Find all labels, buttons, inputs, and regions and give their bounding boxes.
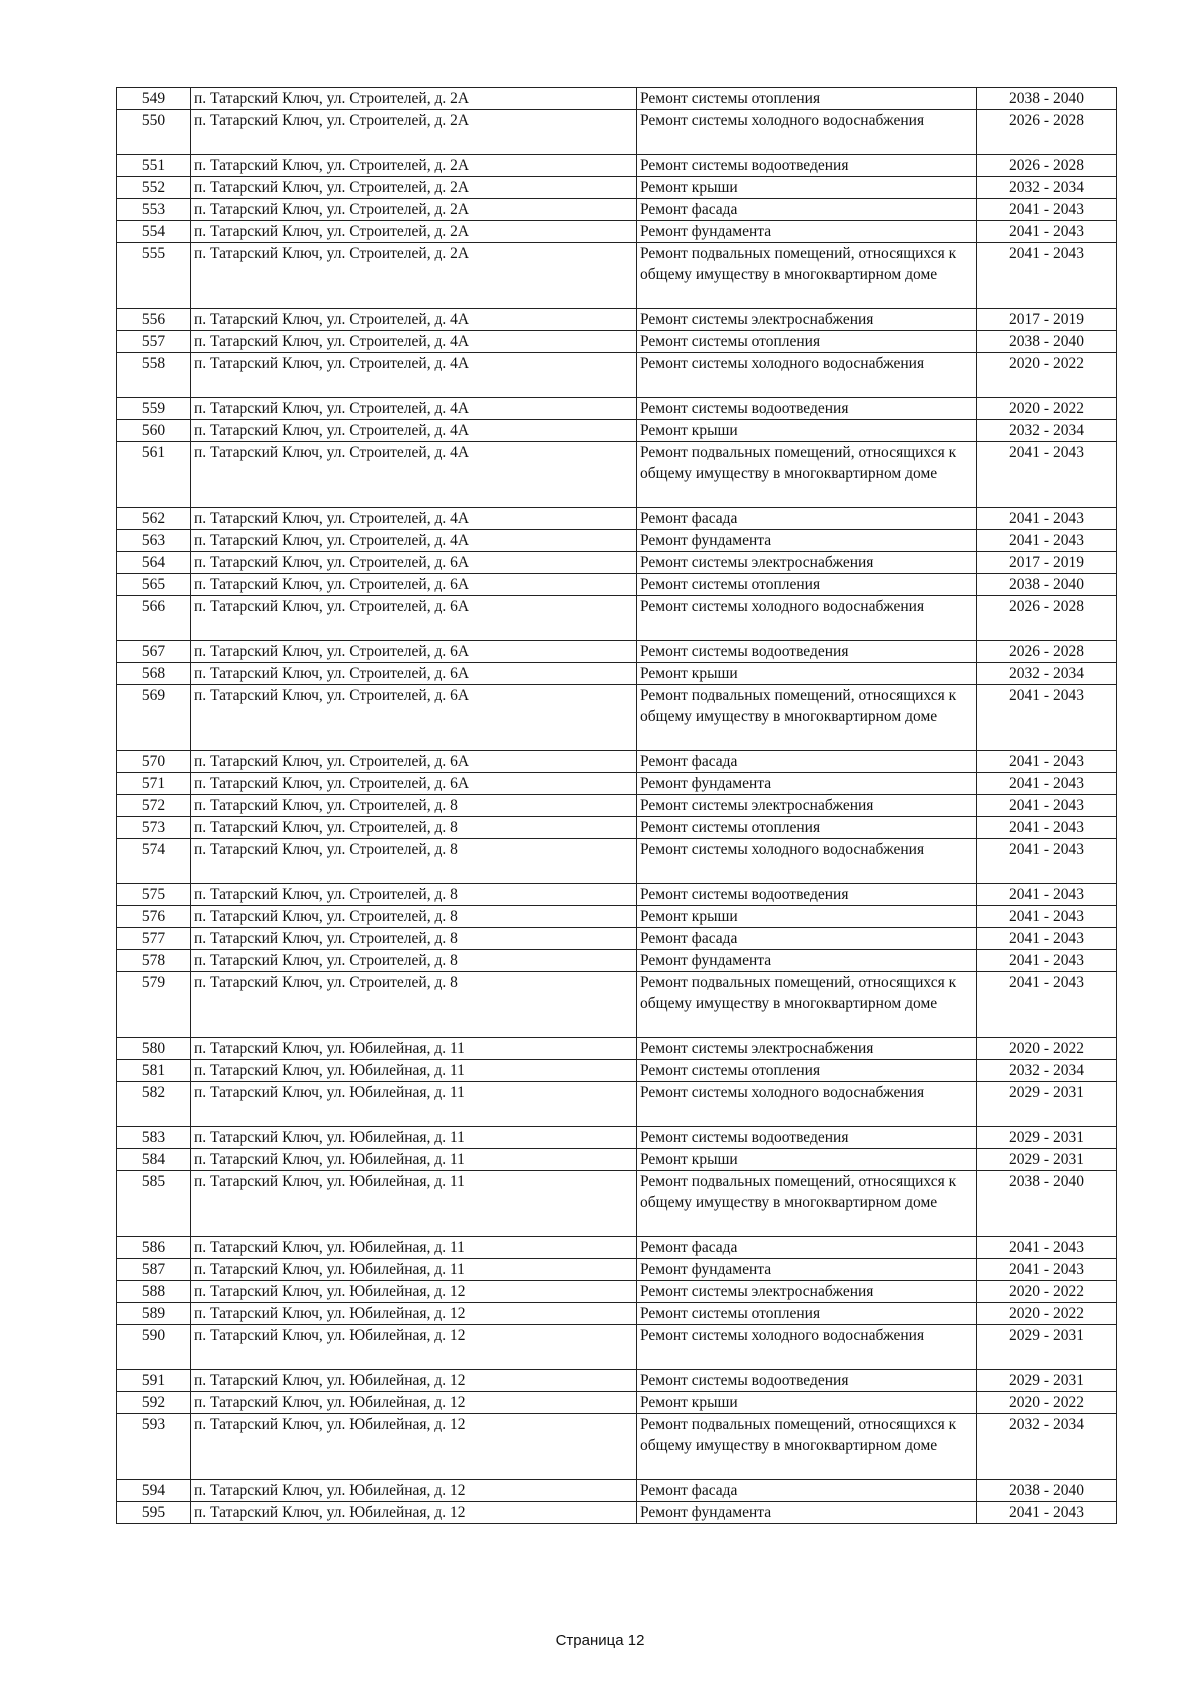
row-number-cell: 554 — [117, 221, 191, 243]
work-type-cell: Ремонт системы электроснабжения — [637, 795, 977, 817]
work-type-cell: Ремонт системы водоотведения — [637, 155, 977, 177]
period-cell: 2041 - 2043 — [977, 817, 1117, 839]
row-number-cell: 555 — [117, 243, 191, 309]
work-type-cell: Ремонт системы холодного водоснабжения — [637, 110, 977, 155]
table-row — [117, 552, 1117, 574]
table-row — [117, 1414, 1117, 1480]
work-type-cell: Ремонт фундамента — [637, 1502, 977, 1524]
work-type-cell: Ремонт системы холодного водоснабжения — [637, 596, 977, 641]
table-row — [117, 1237, 1117, 1259]
work-type-cell: Ремонт системы отопления — [637, 574, 977, 596]
address-cell: п. Татарский Ключ, ул. Строителей, д. 2А — [191, 110, 637, 155]
row-number-cell: 557 — [117, 331, 191, 353]
address-cell: п. Татарский Ключ, ул. Юбилейная, д. 11 — [191, 1149, 637, 1171]
row-number-cell: 571 — [117, 773, 191, 795]
period-cell: 2038 - 2040 — [977, 1480, 1117, 1502]
address-cell: п. Татарский Ключ, ул. Юбилейная, д. 11 — [191, 1038, 637, 1060]
row-number-cell: 556 — [117, 309, 191, 331]
address-cell: п. Татарский Ключ, ул. Строителей, д. 4А — [191, 353, 637, 398]
row-number-cell: 574 — [117, 839, 191, 884]
period-cell: 2032 - 2034 — [977, 420, 1117, 442]
period-cell: 2029 - 2031 — [977, 1149, 1117, 1171]
row-number-cell: 590 — [117, 1325, 191, 1370]
work-type-cell: Ремонт фундамента — [637, 530, 977, 552]
period-cell: 2026 - 2028 — [977, 641, 1117, 663]
period-cell: 2017 - 2019 — [977, 309, 1117, 331]
row-number-cell: 593 — [117, 1414, 191, 1480]
row-number-cell: 565 — [117, 574, 191, 596]
period-cell: 2026 - 2028 — [977, 110, 1117, 155]
address-cell: п. Татарский Ключ, ул. Строителей, д. 6А — [191, 751, 637, 773]
row-number-cell: 570 — [117, 751, 191, 773]
work-type-cell: Ремонт системы водоотведения — [637, 884, 977, 906]
row-number-cell: 595 — [117, 1502, 191, 1524]
work-type-cell: Ремонт фундамента — [637, 950, 977, 972]
address-cell: п. Татарский Ключ, ул. Юбилейная, д. 12 — [191, 1480, 637, 1502]
work-type-cell: Ремонт подвальных помещений, относящихся к общему имуществу в многоквартирном доме — [637, 442, 977, 508]
period-cell: 2020 - 2022 — [977, 1281, 1117, 1303]
table-row — [117, 530, 1117, 552]
address-cell: п. Татарский Ключ, ул. Юбилейная, д. 12 — [191, 1303, 637, 1325]
table-row — [117, 795, 1117, 817]
period-cell: 2041 - 2043 — [977, 1502, 1117, 1524]
period-cell: 2041 - 2043 — [977, 884, 1117, 906]
table-row — [117, 928, 1117, 950]
row-number-cell: 562 — [117, 508, 191, 530]
address-cell: п. Татарский Ключ, ул. Строителей, д. 8 — [191, 795, 637, 817]
work-type-cell: Ремонт системы водоотведения — [637, 1370, 977, 1392]
row-number-cell: 589 — [117, 1303, 191, 1325]
work-type-cell: Ремонт фундамента — [637, 1259, 977, 1281]
row-number-cell: 563 — [117, 530, 191, 552]
table-row — [117, 110, 1117, 155]
repair-schedule-table — [116, 87, 1117, 1524]
work-type-cell: Ремонт крыши — [637, 1149, 977, 1171]
row-number-cell: 561 — [117, 442, 191, 508]
period-cell: 2038 - 2040 — [977, 1171, 1117, 1237]
row-number-cell: 592 — [117, 1392, 191, 1414]
period-cell: 2041 - 2043 — [977, 442, 1117, 508]
table-row — [117, 199, 1117, 221]
period-cell: 2041 - 2043 — [977, 530, 1117, 552]
address-cell: п. Татарский Ключ, ул. Юбилейная, д. 12 — [191, 1502, 637, 1524]
table-row — [117, 972, 1117, 1038]
address-cell: п. Татарский Ключ, ул. Строителей, д. 2А — [191, 243, 637, 309]
period-cell: 2029 - 2031 — [977, 1370, 1117, 1392]
row-number-cell: 576 — [117, 906, 191, 928]
period-cell: 2041 - 2043 — [977, 508, 1117, 530]
period-cell: 2041 - 2043 — [977, 928, 1117, 950]
period-cell: 2041 - 2043 — [977, 839, 1117, 884]
address-cell: п. Татарский Ключ, ул. Юбилейная, д. 11 — [191, 1082, 637, 1127]
address-cell: п. Татарский Ключ, ул. Строителей, д. 4А — [191, 442, 637, 508]
row-number-cell: 587 — [117, 1259, 191, 1281]
period-cell: 2041 - 2043 — [977, 221, 1117, 243]
address-cell: п. Татарский Ключ, ул. Юбилейная, д. 12 — [191, 1281, 637, 1303]
page-number: Страница 12 — [555, 1632, 645, 1649]
address-cell: п. Татарский Ключ, ул. Строителей, д. 6А — [191, 663, 637, 685]
row-number-cell: 579 — [117, 972, 191, 1038]
table-row — [117, 221, 1117, 243]
work-type-cell: Ремонт системы холодного водоснабжения — [637, 353, 977, 398]
table-row — [117, 243, 1117, 309]
address-cell: п. Татарский Ключ, ул. Строителей, д. 4А — [191, 420, 637, 442]
address-cell: п. Татарский Ключ, ул. Юбилейная, д. 12 — [191, 1414, 637, 1480]
address-cell: п. Татарский Ключ, ул. Строителей, д. 8 — [191, 972, 637, 1038]
period-cell: 2041 - 2043 — [977, 773, 1117, 795]
table-row — [117, 353, 1117, 398]
table-row — [117, 177, 1117, 199]
table-row — [117, 1392, 1117, 1414]
row-number-cell: 591 — [117, 1370, 191, 1392]
row-number-cell: 550 — [117, 110, 191, 155]
work-type-cell: Ремонт фасада — [637, 508, 977, 530]
table-row — [117, 309, 1117, 331]
work-type-cell: Ремонт системы водоотведения — [637, 1127, 977, 1149]
row-number-cell: 585 — [117, 1171, 191, 1237]
table-row — [117, 685, 1117, 751]
period-cell: 2032 - 2034 — [977, 1060, 1117, 1082]
table-row — [117, 596, 1117, 641]
row-number-cell: 581 — [117, 1060, 191, 1082]
period-cell: 2032 - 2034 — [977, 177, 1117, 199]
table-row — [117, 1038, 1117, 1060]
address-cell: п. Татарский Ключ, ул. Строителей, д. 4А — [191, 398, 637, 420]
work-type-cell: Ремонт системы водоотведения — [637, 641, 977, 663]
table-row — [117, 1502, 1117, 1524]
table-row — [117, 751, 1117, 773]
work-type-cell: Ремонт подвальных помещений, относящихся к общему имуществу в многоквартирном доме — [637, 1414, 977, 1480]
address-cell: п. Татарский Ключ, ул. Юбилейная, д. 11 — [191, 1127, 637, 1149]
work-type-cell: Ремонт подвальных помещений, относящихся к общему имуществу в многоквартирном доме — [637, 685, 977, 751]
table-row — [117, 1325, 1117, 1370]
period-cell: 2038 - 2040 — [977, 574, 1117, 596]
table-row — [117, 773, 1117, 795]
row-number-cell: 559 — [117, 398, 191, 420]
period-cell: 2041 - 2043 — [977, 906, 1117, 928]
period-cell: 2029 - 2031 — [977, 1082, 1117, 1127]
table-row — [117, 442, 1117, 508]
work-type-cell: Ремонт фасада — [637, 1237, 977, 1259]
row-number-cell: 567 — [117, 641, 191, 663]
work-type-cell: Ремонт фасада — [637, 1480, 977, 1502]
table-row — [117, 574, 1117, 596]
period-cell: 2041 - 2043 — [977, 1259, 1117, 1281]
table-row — [117, 906, 1117, 928]
period-cell: 2026 - 2028 — [977, 596, 1117, 641]
work-type-cell: Ремонт крыши — [637, 177, 977, 199]
table-row — [117, 1259, 1117, 1281]
row-number-cell: 573 — [117, 817, 191, 839]
period-cell: 2026 - 2028 — [977, 155, 1117, 177]
address-cell: п. Татарский Ключ, ул. Строителей, д. 4А — [191, 331, 637, 353]
period-cell: 2020 - 2022 — [977, 398, 1117, 420]
period-cell: 2029 - 2031 — [977, 1127, 1117, 1149]
table-row — [117, 884, 1117, 906]
table-row — [117, 508, 1117, 530]
work-type-cell: Ремонт системы водоотведения — [637, 398, 977, 420]
table-row — [117, 1082, 1117, 1127]
address-cell: п. Татарский Ключ, ул. Юбилейная, д. 11 — [191, 1259, 637, 1281]
address-cell: п. Татарский Ключ, ул. Строителей, д. 2А — [191, 177, 637, 199]
period-cell: 2020 - 2022 — [977, 353, 1117, 398]
address-cell: п. Татарский Ключ, ул. Строителей, д. 6А — [191, 552, 637, 574]
table-row — [117, 88, 1117, 110]
work-type-cell: Ремонт крыши — [637, 663, 977, 685]
work-type-cell: Ремонт системы отопления — [637, 1303, 977, 1325]
period-cell: 2038 - 2040 — [977, 88, 1117, 110]
work-type-cell: Ремонт крыши — [637, 1392, 977, 1414]
table-row — [117, 641, 1117, 663]
row-number-cell: 560 — [117, 420, 191, 442]
period-cell: 2041 - 2043 — [977, 972, 1117, 1038]
address-cell: п. Татарский Ключ, ул. Строителей, д. 8 — [191, 817, 637, 839]
table-row — [117, 1127, 1117, 1149]
address-cell: п. Татарский Ключ, ул. Юбилейная, д. 12 — [191, 1325, 637, 1370]
period-cell: 2041 - 2043 — [977, 685, 1117, 751]
table-row — [117, 420, 1117, 442]
period-cell: 2041 - 2043 — [977, 950, 1117, 972]
row-number-cell: 553 — [117, 199, 191, 221]
row-number-cell: 586 — [117, 1237, 191, 1259]
work-type-cell: Ремонт системы холодного водоснабжения — [637, 1325, 977, 1370]
row-number-cell: 575 — [117, 884, 191, 906]
address-cell: п. Татарский Ключ, ул. Строителей, д. 4А — [191, 530, 637, 552]
period-cell: 2029 - 2031 — [977, 1325, 1117, 1370]
work-type-cell: Ремонт подвальных помещений, относящихся к общему имуществу в многоквартирном доме — [637, 243, 977, 309]
period-cell: 2032 - 2034 — [977, 663, 1117, 685]
work-type-cell: Ремонт фасада — [637, 928, 977, 950]
row-number-cell: 566 — [117, 596, 191, 641]
address-cell: п. Татарский Ключ, ул. Строителей, д. 6А — [191, 641, 637, 663]
row-number-cell: 549 — [117, 88, 191, 110]
table-row — [117, 1480, 1117, 1502]
address-cell: п. Татарский Ключ, ул. Юбилейная, д. 11 — [191, 1171, 637, 1237]
row-number-cell: 577 — [117, 928, 191, 950]
work-type-cell: Ремонт крыши — [637, 906, 977, 928]
address-cell: п. Татарский Ключ, ул. Строителей, д. 6А — [191, 685, 637, 751]
table-row — [117, 398, 1117, 420]
table-row — [117, 1149, 1117, 1171]
address-cell: п. Татарский Ключ, ул. Строителей, д. 8 — [191, 839, 637, 884]
row-number-cell: 578 — [117, 950, 191, 972]
row-number-cell: 582 — [117, 1082, 191, 1127]
work-type-cell: Ремонт системы отопления — [637, 331, 977, 353]
period-cell: 2020 - 2022 — [977, 1392, 1117, 1414]
address-cell: п. Татарский Ключ, ул. Юбилейная, д. 12 — [191, 1392, 637, 1414]
table-row — [117, 839, 1117, 884]
address-cell: п. Татарский Ключ, ул. Строителей, д. 6А — [191, 574, 637, 596]
work-type-cell: Ремонт фасада — [637, 751, 977, 773]
period-cell: 2041 - 2043 — [977, 751, 1117, 773]
table-row — [117, 1303, 1117, 1325]
address-cell: п. Татарский Ключ, ул. Строителей, д. 8 — [191, 906, 637, 928]
row-number-cell: 552 — [117, 177, 191, 199]
work-type-cell: Ремонт системы электроснабжения — [637, 309, 977, 331]
work-type-cell: Ремонт системы холодного водоснабжения — [637, 1082, 977, 1127]
work-type-cell: Ремонт фундамента — [637, 773, 977, 795]
table-row — [117, 817, 1117, 839]
period-cell: 2041 - 2043 — [977, 795, 1117, 817]
period-cell: 2041 - 2043 — [977, 243, 1117, 309]
work-type-cell: Ремонт фасада — [637, 199, 977, 221]
row-number-cell: 551 — [117, 155, 191, 177]
work-type-cell: Ремонт фундамента — [637, 221, 977, 243]
address-cell: п. Татарский Ключ, ул. Строителей, д. 4А — [191, 508, 637, 530]
table-row — [117, 1060, 1117, 1082]
address-cell: п. Татарский Ключ, ул. Юбилейная, д. 12 — [191, 1370, 637, 1392]
row-number-cell: 569 — [117, 685, 191, 751]
address-cell: п. Татарский Ключ, ул. Строителей, д. 2А — [191, 199, 637, 221]
address-cell: п. Татарский Ключ, ул. Строителей, д. 2А — [191, 221, 637, 243]
work-type-cell: Ремонт системы отопления — [637, 817, 977, 839]
address-cell: п. Татарский Ключ, ул. Юбилейная, д. 11 — [191, 1060, 637, 1082]
work-type-cell: Ремонт системы электроснабжения — [637, 1281, 977, 1303]
row-number-cell: 558 — [117, 353, 191, 398]
work-type-cell: Ремонт системы электроснабжения — [637, 552, 977, 574]
work-type-cell: Ремонт системы электроснабжения — [637, 1038, 977, 1060]
address-cell: п. Татарский Ключ, ул. Строителей, д. 2А — [191, 155, 637, 177]
row-number-cell: 568 — [117, 663, 191, 685]
address-cell: п. Татарский Ключ, ул. Юбилейная, д. 11 — [191, 1237, 637, 1259]
address-cell: п. Татарский Ключ, ул. Строителей, д. 8 — [191, 928, 637, 950]
table-row — [117, 663, 1117, 685]
table-row — [117, 331, 1117, 353]
work-type-cell: Ремонт системы отопления — [637, 1060, 977, 1082]
period-cell: 2020 - 2022 — [977, 1038, 1117, 1060]
period-cell: 2017 - 2019 — [977, 552, 1117, 574]
period-cell: 2041 - 2043 — [977, 1237, 1117, 1259]
table-row — [117, 950, 1117, 972]
table-row — [117, 1281, 1117, 1303]
work-type-cell: Ремонт системы холодного водоснабжения — [637, 839, 977, 884]
table-row — [117, 155, 1117, 177]
table-row — [117, 1370, 1117, 1392]
row-number-cell: 594 — [117, 1480, 191, 1502]
table-row — [117, 1171, 1117, 1237]
address-cell: п. Татарский Ключ, ул. Строителей, д. 4А — [191, 309, 637, 331]
period-cell: 2032 - 2034 — [977, 1414, 1117, 1480]
row-number-cell: 572 — [117, 795, 191, 817]
work-type-cell: Ремонт подвальных помещений, относящихся к общему имуществу в многоквартирном доме — [637, 972, 977, 1038]
period-cell: 2038 - 2040 — [977, 331, 1117, 353]
period-cell: 2041 - 2043 — [977, 199, 1117, 221]
period-cell: 2020 - 2022 — [977, 1303, 1117, 1325]
row-number-cell: 580 — [117, 1038, 191, 1060]
work-type-cell: Ремонт крыши — [637, 420, 977, 442]
address-cell: п. Татарский Ключ, ул. Строителей, д. 8 — [191, 884, 637, 906]
row-number-cell: 588 — [117, 1281, 191, 1303]
address-cell: п. Татарский Ключ, ул. Строителей, д. 6А — [191, 773, 637, 795]
row-number-cell: 583 — [117, 1127, 191, 1149]
work-type-cell: Ремонт подвальных помещений, относящихся к общему имуществу в многоквартирном доме — [637, 1171, 977, 1237]
work-type-cell: Ремонт системы отопления — [637, 88, 977, 110]
address-cell: п. Татарский Ключ, ул. Строителей, д. 6А — [191, 596, 637, 641]
address-cell: п. Татарский Ключ, ул. Строителей, д. 8 — [191, 950, 637, 972]
row-number-cell: 584 — [117, 1149, 191, 1171]
address-cell: п. Татарский Ключ, ул. Строителей, д. 2А — [191, 88, 637, 110]
row-number-cell: 564 — [117, 552, 191, 574]
